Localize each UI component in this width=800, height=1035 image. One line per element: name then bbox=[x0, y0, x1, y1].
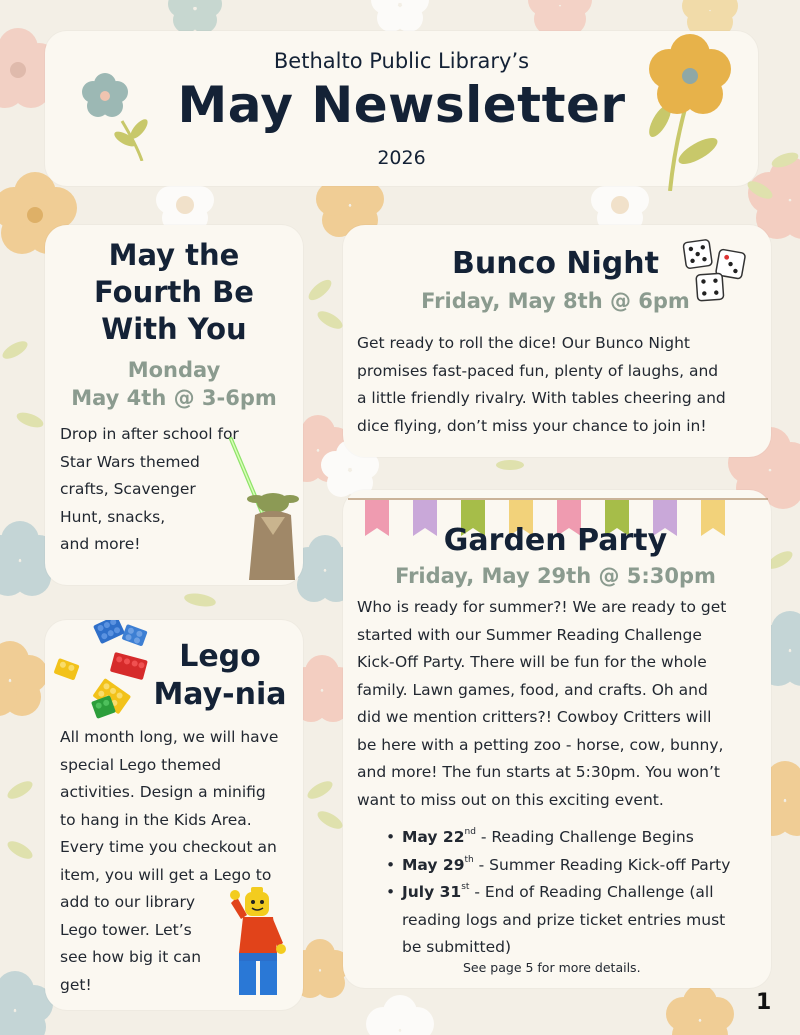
bunco-date: Friday, May 8th @ 6pm bbox=[421, 289, 690, 313]
lego-bricks-icon bbox=[53, 620, 163, 730]
title-line: Lego bbox=[179, 639, 261, 674]
title-line: With You bbox=[101, 312, 247, 346]
text-line: Who is ready for summer?! We are ready to get bbox=[357, 598, 727, 616]
text-line: see how big it can bbox=[60, 948, 202, 966]
garden-title: Garden Party bbox=[443, 523, 668, 558]
library-name: Bethalto Public Library’s bbox=[273, 49, 530, 73]
date-label: May 29 bbox=[402, 855, 465, 874]
may-fourth-description bbox=[60, 421, 239, 559]
lego-card bbox=[45, 620, 303, 1010]
text-line: Drop in after school for bbox=[60, 425, 239, 443]
list-item bbox=[386, 824, 730, 852]
text-line: be here with a petting zoo - horse, cow, bunny, bbox=[357, 735, 724, 754]
may-fourth-card bbox=[45, 225, 303, 585]
text-line: a little friendly rivalry. With tables cheering and bbox=[357, 389, 726, 407]
list-item bbox=[386, 879, 730, 962]
text-line: item, you will get a Lego to bbox=[60, 865, 272, 884]
text-line: activities. Design a minifig bbox=[60, 783, 266, 801]
text-line: and more! bbox=[60, 535, 141, 553]
text-line: dice flying, don’t miss your chance to join in! bbox=[357, 416, 707, 435]
dice-icon bbox=[678, 235, 753, 305]
title-line: May-nia bbox=[153, 677, 287, 712]
date-suffix: st bbox=[461, 882, 470, 892]
text-line: add to our library bbox=[60, 893, 196, 911]
garden-description bbox=[357, 594, 726, 814]
event-day: Monday bbox=[127, 358, 221, 382]
lego-minifig-icon bbox=[229, 885, 299, 1000]
item-text: reading logs and prize ticket entries must bbox=[402, 910, 726, 929]
date-suffix: nd bbox=[464, 827, 476, 837]
date-suffix: th bbox=[464, 854, 474, 865]
may-fourth-title bbox=[45, 237, 303, 348]
text-line: get! bbox=[60, 975, 92, 994]
text-line: and more! The fun starts at 5:30pm. You won’t bbox=[357, 763, 721, 781]
date-label: July 31 bbox=[402, 883, 462, 901]
text-line: All month long, we will have bbox=[60, 728, 279, 746]
text-line: promises fast-paced fun, plenty of laughs, and bbox=[357, 361, 719, 380]
bunco-title: Bunco Night bbox=[452, 246, 659, 281]
garden-card bbox=[343, 490, 771, 988]
text-line: Lego tower. Let’s bbox=[60, 920, 192, 939]
text-line: started with our Summer Reading Challenge bbox=[357, 625, 702, 644]
may-fourth-date bbox=[45, 356, 303, 412]
text-line: Star Wars themed bbox=[60, 452, 200, 471]
text-line: family. Lawn games, food, and crafts. Oh and bbox=[357, 680, 708, 699]
header-card bbox=[45, 31, 758, 186]
title-line: May the bbox=[108, 238, 240, 272]
newsletter-title: May Newsletter bbox=[177, 76, 626, 134]
text-line: Get ready to roll the dice! Our Bunco Night bbox=[357, 334, 690, 352]
yellow-flower-icon bbox=[620, 31, 750, 191]
blue-flower-icon bbox=[77, 71, 157, 161]
text-line: special Lego themed bbox=[60, 755, 222, 774]
item-text: - End of Reading Challenge (all bbox=[469, 883, 714, 901]
text-line: Every time you checkout an bbox=[60, 838, 277, 856]
newsletter-year: 2026 bbox=[377, 147, 426, 169]
bunco-card bbox=[343, 225, 771, 457]
text-line: did we mention critters?! Cowboy Critters will bbox=[357, 708, 712, 726]
text-line: Kick-Off Party. There will be fun for the whole bbox=[357, 653, 707, 671]
event-date: May 4th @ 3-6pm bbox=[71, 386, 277, 410]
item-text: be submitted) bbox=[402, 938, 512, 956]
list-item bbox=[386, 852, 730, 880]
jedi-figure-icon bbox=[223, 435, 303, 585]
text-line: to hang in the Kids Area. bbox=[60, 810, 252, 829]
item-text: - Summer Reading Kick-off Party bbox=[473, 855, 731, 874]
page-number: 1 bbox=[756, 990, 772, 1015]
lego-title bbox=[150, 638, 290, 714]
date-label: May 22 bbox=[402, 828, 465, 846]
text-line: want to miss out on this exciting event. bbox=[357, 790, 664, 809]
bunco-description bbox=[357, 330, 726, 440]
text-line: Hunt, snacks, bbox=[60, 507, 166, 526]
garden-date: Friday, May 29th @ 5:30pm bbox=[395, 564, 716, 588]
summer-reading-dates bbox=[386, 824, 730, 962]
text-line: crafts, Scavenger bbox=[60, 480, 196, 498]
item-text: - Reading Challenge Begins bbox=[475, 828, 694, 846]
more-details-note: See page 5 for more details. bbox=[463, 960, 641, 975]
title-line: Fourth Be bbox=[94, 275, 254, 309]
